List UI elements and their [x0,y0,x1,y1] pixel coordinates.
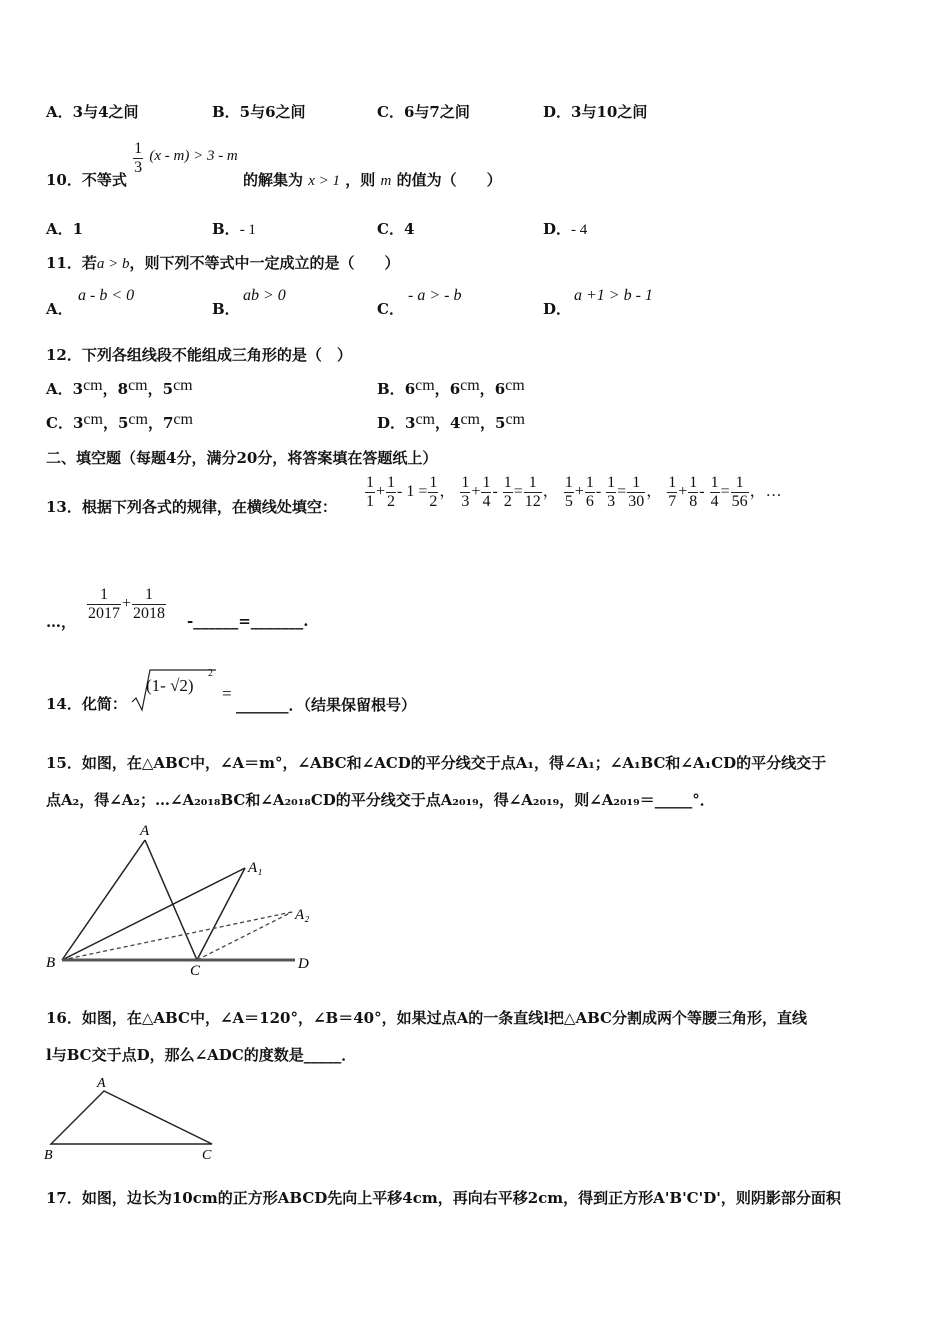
q16-line2: l与BC交于点D，那么∠ADC的度数是_____． [46,1046,357,1064]
q15-edge-ca2 [197,912,292,960]
q13-blanks[interactable]: -______=_______. [187,612,309,630]
q10-mid: 的解集为 [243,170,304,189]
q12-stem: 12．下列各组线段不能组成三角形的是（ ） [46,346,352,364]
q10-expr: (x - m) > 3 - m [149,147,238,164]
q15-label-c: C [190,963,201,979]
q14-lead: 14．化简： [46,695,127,713]
q11-cond: a > b [96,256,130,272]
q10-tail2: 的值为（ ） [396,170,502,189]
q15-label-a: A [140,823,150,839]
q10-cond: x > 1 [308,172,341,189]
q16-figure [40,1072,230,1167]
q12-option-c: C．3cm，5cm，7cm [46,411,193,432]
q12-option-d: D．3cm，4cm，5cm [377,411,525,432]
q10-var: m [380,172,392,189]
q15-line2: 点A₂，得∠A₂；…∠A₂₀₁₈BC和∠A₂₀₁₈CD的平分线交于点A₂₀₁₉，得∠A₂₀₁₉，则∠A₂₀₁₉＝_____°． [46,791,715,809]
q14-exponent: 2 [208,668,213,679]
q15-label-d: D [298,956,309,972]
q14-tail[interactable]: _______．（结果保留根号） [236,696,417,714]
q16-label-b: B [44,1148,53,1163]
q14-inner: (1- √2) [146,676,194,695]
q11-stem: 11．若a > b，则下列不等式中一定成立的是（ ） [46,254,400,272]
q15-figure [40,820,330,980]
q12-option-a: A．3cm，8cm，5cm [46,377,193,398]
q10-number: 10．不等式 [46,170,127,189]
q11-option-c-expr: - a > - b [408,287,462,304]
q11-option-b: B． [212,300,240,318]
q15-label-b: B [46,955,56,971]
q11-option-b-expr: ab > 0 [243,287,286,304]
q15-edge-ba2 [62,912,292,960]
section-2-heading: 二、填空题（每题4分，满分20分，将答案填在答题纸上） [46,449,438,467]
q15-label-a1: A₁ [248,860,263,876]
q15-edge-ba1 [62,868,245,960]
q10-option-c: C．4 [377,220,415,238]
q10-option-b: B．- 1 [212,220,256,238]
q15-edge-ba [62,840,145,960]
q14-equals: = [222,684,232,703]
q11-option-c: C． [377,300,404,318]
q13-cont: …， [46,613,77,631]
q16-line1: 16．如图，在△ABC中，∠A＝120°，∠B＝40°，如果过点A的一条直线l把△ABC分割成两个等腰三角形，直线 [46,1009,807,1027]
q10-stem [46,140,502,189]
q9-option-d: D．3与10之间 [543,103,648,121]
q13-sequence: $\frac{1}{1}$ + $\frac{1}{2}$ - 1 = $\frac{1}{2}$ ， $\frac{1}{3}$ + $\frac{1}{4}$ - $\frac{1}{2}$ = $\frac{1}{12}$ ， $\frac{1}{5}$ + $\frac{1}{6}$ - $\frac{1}{3}$ = $\frac{1}{30}$ ， $\frac{1}{7}$ + $\frac{1}{8}$ - $\frac{1}{4}$ = $\frac{1}{56}$ ，… [366,474,782,510]
q16-triangle [51,1091,212,1144]
q11-option-d-expr: a +1 > b - 1 [574,287,653,304]
q15-edge-ca1 [197,868,245,960]
q10-option-a: A．1 [46,220,84,238]
q13-final-expr: $\frac{1}{2017}$ + $\frac{1}{2018}$ [88,586,166,622]
q10-frac-num: 1 [134,140,143,157]
q16-label-c: C [202,1148,212,1163]
q11-option-a-expr: a - b < 0 [78,287,135,304]
q9-option-c: C．6与7之间 [377,103,470,121]
q10-frac-den: 3 [134,159,143,176]
q13-lead: 13．根据下列各式的规律，在横线处填空： [46,498,337,516]
q9-option-a: A．3与4之间 [46,103,139,121]
q17-line1: 17．如图，边长为10cm的正方形ABCD先向上平移4cm，再向右平移2cm，得到正方形A'B'C'D'，则阴影部分面积 [46,1189,841,1207]
q9-option-b: B．5与6之间 [212,103,306,121]
q16-label-a: A [97,1076,106,1091]
q10-option-d: D．- 4 [543,220,588,238]
q12-option-b: B．6cm，6cm，6cm [377,377,525,398]
q11-option-a: A． [46,300,73,318]
q10-tail1: ，则 [345,170,376,189]
q15-label-a2: A₂ [295,907,310,923]
q15-edge-ac [145,840,197,960]
q15-line1: 15．如图，在△ABC中，∠A＝m°，∠ABC和∠ACD的平分线交于点A₁，得∠A₁；∠A₁BC和∠A₁CD的平分线交于 [46,754,827,772]
q11-option-d: D． [543,300,572,318]
